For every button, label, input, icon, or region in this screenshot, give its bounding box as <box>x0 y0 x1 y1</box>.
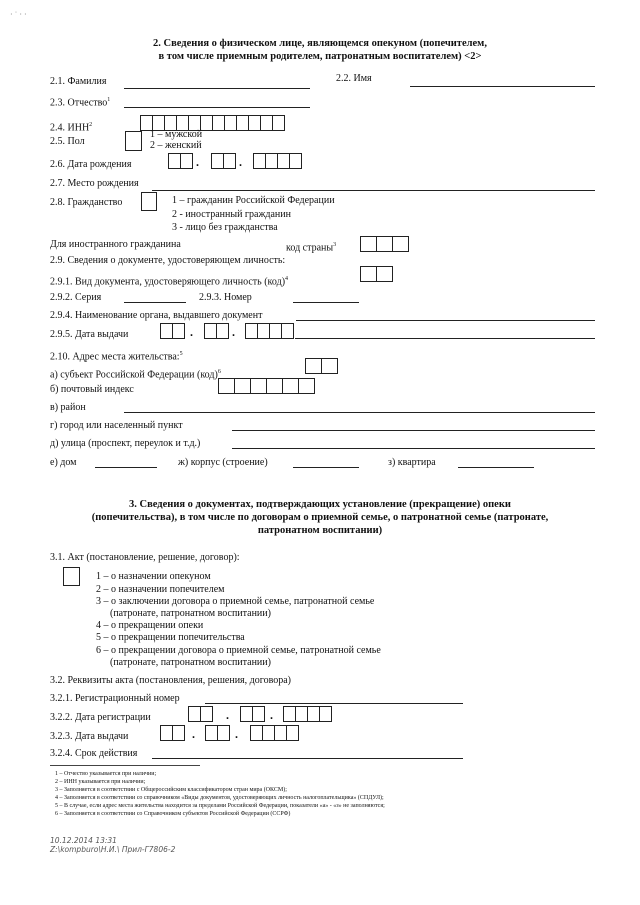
flat-field[interactable] <box>458 467 534 468</box>
reg-month-cells[interactable] <box>240 706 265 722</box>
date-separator: . <box>226 708 229 722</box>
issue-date-line <box>295 338 595 339</box>
reg-number-field[interactable] <box>205 703 463 704</box>
act-issue-day-cells[interactable] <box>160 725 185 741</box>
date-separator: . <box>190 325 193 339</box>
citizenship-option-1: 1 – гражданин Российской Федерации <box>172 195 335 206</box>
date-separator: . <box>232 325 235 339</box>
act-option-2: 2 – о назначении попечителем <box>96 584 225 595</box>
gender-option-1: 1 – мужской <box>150 129 203 140</box>
act-option-5: 5 – о прекращении попечительства <box>96 632 245 643</box>
label-street: д) улица (проспект, переулок и т.д.) <box>50 438 201 449</box>
footnote-1: 1 – Отчество указывается при наличии; <box>55 771 157 777</box>
label-act-issue-date: 3.2.3. Дата выдачи <box>50 731 129 742</box>
label-surname: 2.1. Фамилия <box>50 76 107 87</box>
reg-day-cells[interactable] <box>188 706 213 722</box>
footnote-4: 4 – Заполняется в соответствии со справочником «Виды документов, удостоверяющих личность налогоплательщика» (СПДУЛ); <box>55 795 384 801</box>
birth-place-field[interactable] <box>152 190 595 191</box>
label-district: в) район <box>50 402 86 413</box>
label-building: ж) корпус (строение) <box>178 457 268 468</box>
surname-field[interactable] <box>124 88 310 89</box>
footnote-3: 3 – Заполняется в соответствии с Общероссийским классификатором стран мира (ОКСМ); <box>55 787 287 793</box>
date-separator: . <box>196 155 199 169</box>
doc-type-cells[interactable] <box>360 266 393 282</box>
section3-title: 3. Сведения о документах, подтверждающих установление (прекращение) опеки (попечительства), в том числе по договорам о приемной семье, о патронатной семье (патронате, патронатном воспитании) <box>91 499 549 536</box>
birth-day-cells[interactable] <box>168 153 193 169</box>
date-separator: . <box>192 727 195 741</box>
city-field[interactable] <box>232 430 595 431</box>
label-number: 2.9.3. Номер <box>199 292 252 303</box>
label-birth-date: 2.6. Дата рождения <box>50 159 132 170</box>
footnote-divider <box>50 765 200 766</box>
issuer-field[interactable] <box>296 320 595 321</box>
date-separator: . <box>270 708 273 722</box>
citizenship-box[interactable] <box>141 192 157 211</box>
label-act: 3.1. Акт (постановление, решение, договор): <box>50 552 240 563</box>
number-field[interactable] <box>293 302 359 303</box>
label-validity: 3.2.4. Срок действия <box>50 748 138 759</box>
label-name: 2.2. Имя <box>336 73 372 84</box>
country-code-cells[interactable] <box>360 236 409 252</box>
label-series: 2.9.2. Серия <box>50 292 102 303</box>
issue-year-cells[interactable] <box>245 323 294 339</box>
issue-day-cells[interactable] <box>160 323 185 339</box>
label-flat: з) квартира <box>388 457 436 468</box>
series-field[interactable] <box>124 302 186 303</box>
patronymic-field[interactable] <box>124 107 310 108</box>
act-type-box[interactable] <box>63 567 80 586</box>
label-id-document: 2.9. Сведения о документе, удостоверяющем личность: <box>50 255 286 266</box>
label-doc-type: 2.9.1. Вид документа, удостоверяющего личность (код)$^4$ <box>50 276 289 288</box>
label-city: г) город или населенный пункт <box>50 420 183 431</box>
label-requisites: 3.2. Реквизиты акта (постановления, решения, договора) <box>50 675 292 686</box>
birth-month-cells[interactable] <box>211 153 236 169</box>
act-option-6-cont: (патронате, патронатном воспитании) <box>110 657 271 668</box>
footnote-2: 2 – ИНН указывается при наличии; <box>55 779 146 785</box>
act-issue-year-cells[interactable] <box>250 725 299 741</box>
label-reg-number: 3.2.1. Регистрационный номер <box>50 693 180 704</box>
date-separator: . <box>235 727 238 741</box>
label-issue-date: 2.9.5. Дата выдачи <box>50 329 129 340</box>
label-gender: 2.5. Пол <box>50 136 85 147</box>
gender-box[interactable] <box>125 131 142 151</box>
citizenship-option-3: 3 - лицо без гражданства <box>172 222 278 233</box>
label-address: 2.10. Адрес места жительства:$^5$ <box>50 351 183 363</box>
footnote-6: 6 – Заполняется в соответствии со Справочником субъектов Российской Федерации (ССРФ) <box>55 811 291 817</box>
footnotes <box>55 770 385 818</box>
date-separator: . <box>239 155 242 169</box>
label-birth-place: 2.7. Место рождения <box>50 178 139 189</box>
act-option-4: 4 – о прекращении опеки <box>96 620 204 631</box>
label-inn: 2.4. ИНН$^2$ <box>50 122 93 134</box>
act-option-3-cont: (патронате, патронатном воспитании) <box>110 608 271 619</box>
reg-year-cells[interactable] <box>283 706 332 722</box>
label-country-code: код страны$^3$ <box>286 242 337 254</box>
act-option-3: 3 – о заключении договора о приемной семье, патронатной семье <box>96 596 375 607</box>
section2-title: 2. Сведения о физическом лице, являющемся опекуном (попечителем, в том числе приемным родителем, патронатным воспитателем) <2> <box>153 38 487 62</box>
act-issue-month-cells[interactable] <box>205 725 230 741</box>
citizenship-option-2: 2 - иностранный гражданин <box>172 209 291 220</box>
building-field[interactable] <box>293 467 359 468</box>
act-option-6: 6 – о прекращении договора о приемной семье, патронатной семье <box>96 645 381 656</box>
issue-month-cells[interactable] <box>204 323 229 339</box>
postcode-cells[interactable] <box>218 378 315 394</box>
footnote-5: 5 – В случае, если адрес места жительства находится за пределами Российской Федерации, показатели «а» - «з» не заполняются; <box>55 803 385 809</box>
file-stamp: 10.12.2014 13:31 Z:\kompburo\Н.И.\ Прил-Г7806-2 <box>50 836 176 854</box>
act-option-1: 1 – о назначении опекуном <box>96 571 211 582</box>
street-field[interactable] <box>232 448 595 449</box>
label-issuer: 2.9.4. Наименование органа, выдавшего документ <box>50 310 263 321</box>
name-field[interactable] <box>410 86 595 87</box>
house-field[interactable] <box>95 467 157 468</box>
scan-specks: · ˙ · · <box>10 10 27 19</box>
label-reg-date: 3.2.2. Дата регистрации <box>50 712 151 723</box>
validity-field[interactable] <box>152 758 463 759</box>
label-house: е) дом <box>50 457 77 468</box>
birth-year-cells[interactable] <box>253 153 302 169</box>
label-foreign-citizen: Для иностранного гражданина <box>50 239 181 250</box>
gender-option-2: 2 – женский <box>150 140 202 151</box>
label-postcode: б) почтовый индекс <box>50 384 134 395</box>
region-cells[interactable] <box>305 358 338 374</box>
label-citizenship: 2.8. Гражданство <box>50 197 123 208</box>
label-patronymic: 2.3. Отчество$^1$ <box>50 97 111 109</box>
district-field[interactable] <box>124 412 595 413</box>
label-region: а) субъект Российской Федерации (код)$^6$ <box>50 369 221 381</box>
